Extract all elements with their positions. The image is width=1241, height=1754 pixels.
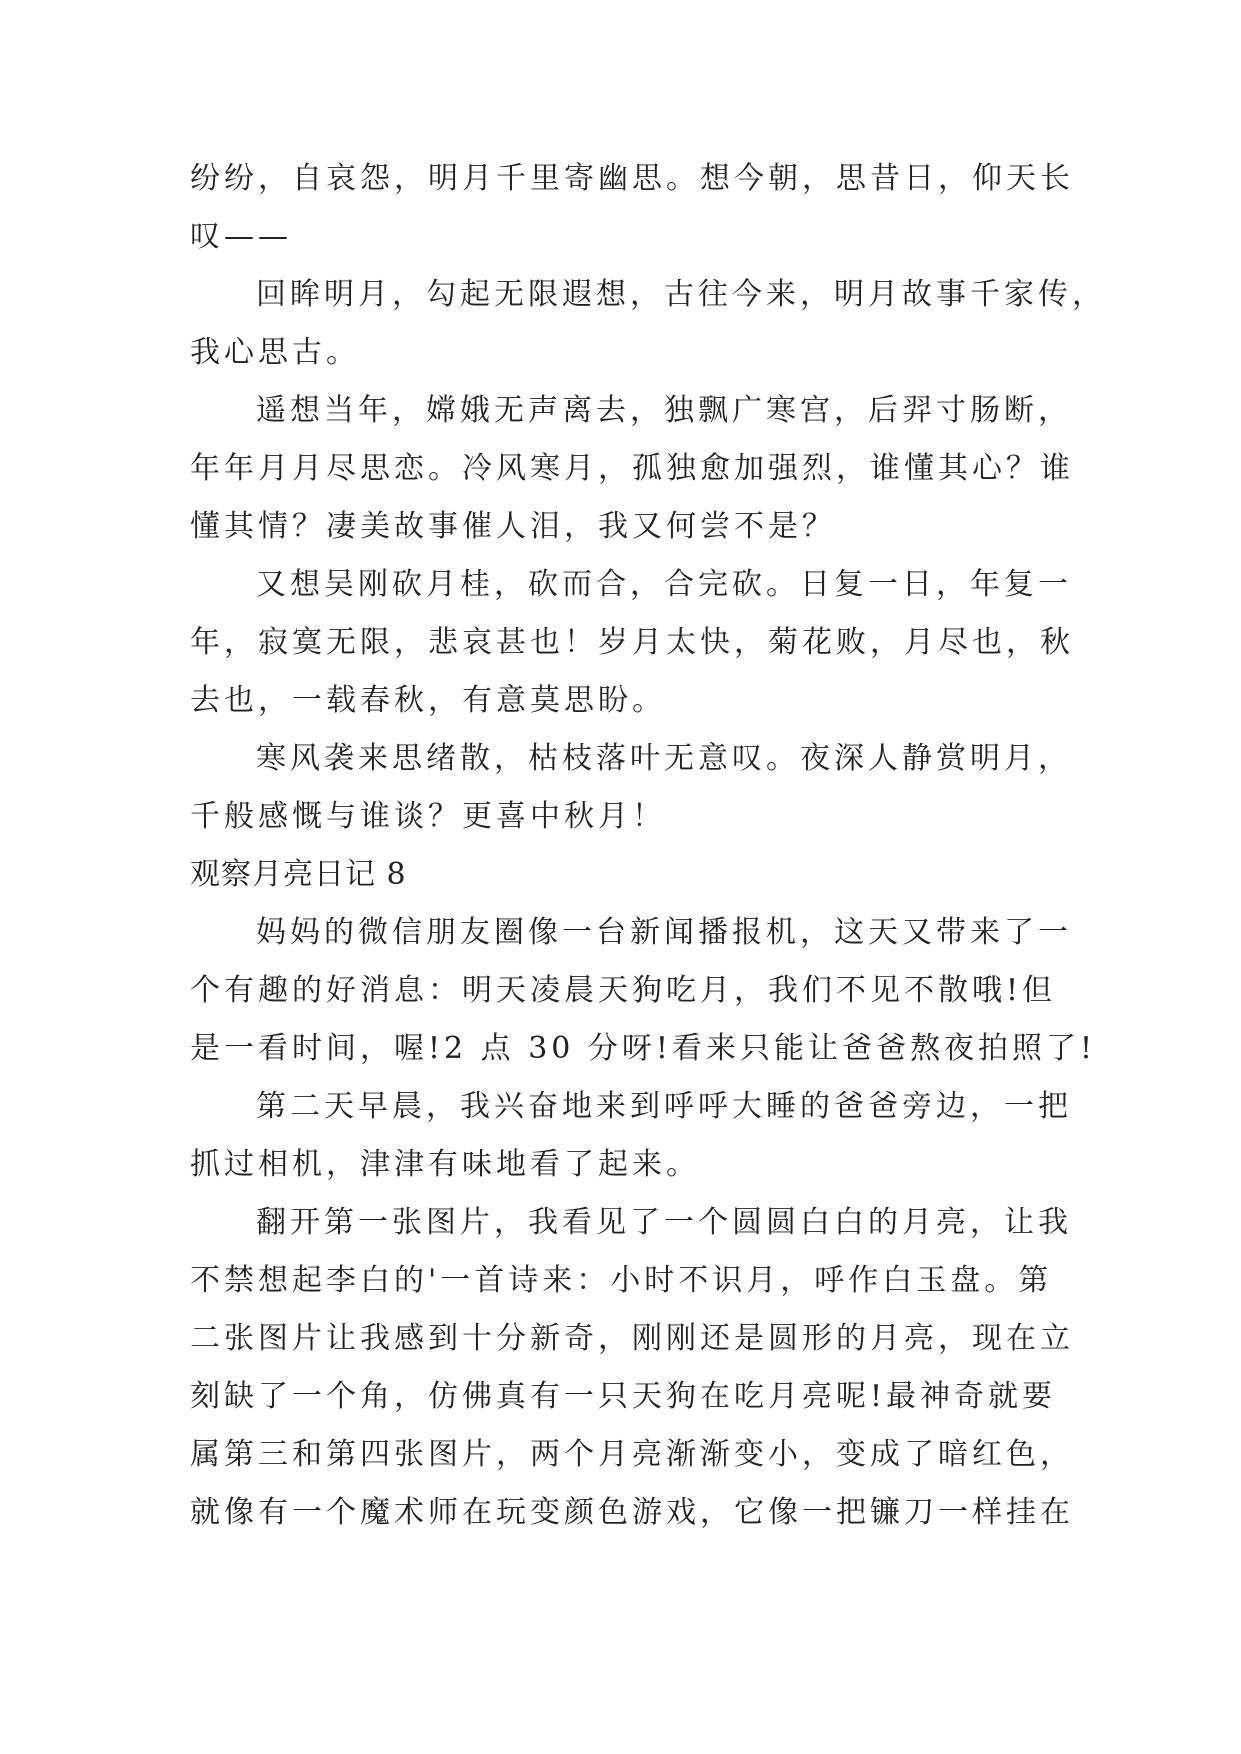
text-line: 懂其情？凄美故事催人泪，我又何尝不是？ xyxy=(190,509,836,544)
text-line: 我心思古。 xyxy=(190,335,360,370)
text-line: 是一看时间，喔!2 点 30 分呀!看来只能让爸爸熬夜拍照了! xyxy=(190,1031,1097,1066)
text-line: 抓过相机，津津有味地看了起来。 xyxy=(190,1147,700,1182)
text-line: 年年月月尽思恋。冷风寒月，孤独愈加强烈，谁懂其心？谁 xyxy=(190,451,1074,486)
paragraph-start-line: 回眸明月，勾起无限遐想，古往今来，明月故事千家传， xyxy=(256,277,1106,312)
paragraph-start-line: 第二天早晨，我兴奋地来到呼呼大睡的爸爸旁边，一把 xyxy=(256,1089,1072,1124)
paragraph-start-line: 妈妈的微信朋友圈像一台新闻播报机，这天又带来了一 xyxy=(256,915,1072,950)
text-line: 千般感慨与谁谈？更喜中秋月！ xyxy=(190,799,666,834)
paragraph-start-line: 又想吴刚砍月桂，砍而合，合完砍。日复一日，年复一 xyxy=(256,567,1072,602)
text-line: 去也，一载春秋，有意莫思盼。 xyxy=(190,683,666,718)
text-line: 个有趣的好消息：明天凌晨天狗吃月，我们不见不散哦!但 xyxy=(190,973,1057,1008)
document-page xyxy=(190,150,1106,1542)
text-line: 就像有一个魔术师在玩变颜色游戏，它像一把镰刀一样挂在 xyxy=(190,1495,1074,1530)
paragraph-start-line: 遥想当年，嫦娥无声离去，独飘广寒宫，后羿寸肠断， xyxy=(256,393,1072,428)
text-line: 属第三和第四张图片，两个月亮渐渐变小，变成了暗红色， xyxy=(190,1437,1074,1472)
text-line: 不禁想起李白的'一首诗来：小时不识月，呼作白玉盘。第 xyxy=(190,1263,1053,1298)
text-line: 年，寂寞无限，悲哀甚也！岁月太快，菊花败，月尽也，秋 xyxy=(190,625,1074,660)
text-line: 二张图片让我感到十分新奇，刚刚还是圆形的月亮，现在立 xyxy=(190,1321,1074,1356)
text-line: 刻缺了一个角，仿佛真有一只天狗在吃月亮呢!最神奇就要 xyxy=(190,1379,1057,1414)
text-line: 叹—— xyxy=(190,219,292,254)
text-line: 纷纷，自哀怨，明月千里寄幽思。想今朝，思昔日，仰天长 xyxy=(190,161,1074,196)
paragraph-start-line: 寒风袭来思绪散，枯枝落叶无意叹。夜深人静赏明月， xyxy=(256,741,1072,776)
paragraph-start-line: 翻开第一张图片，我看见了一个圆圆白白的月亮，让我 xyxy=(256,1205,1072,1240)
section-heading: 观察月亮日记 8 xyxy=(190,857,407,892)
